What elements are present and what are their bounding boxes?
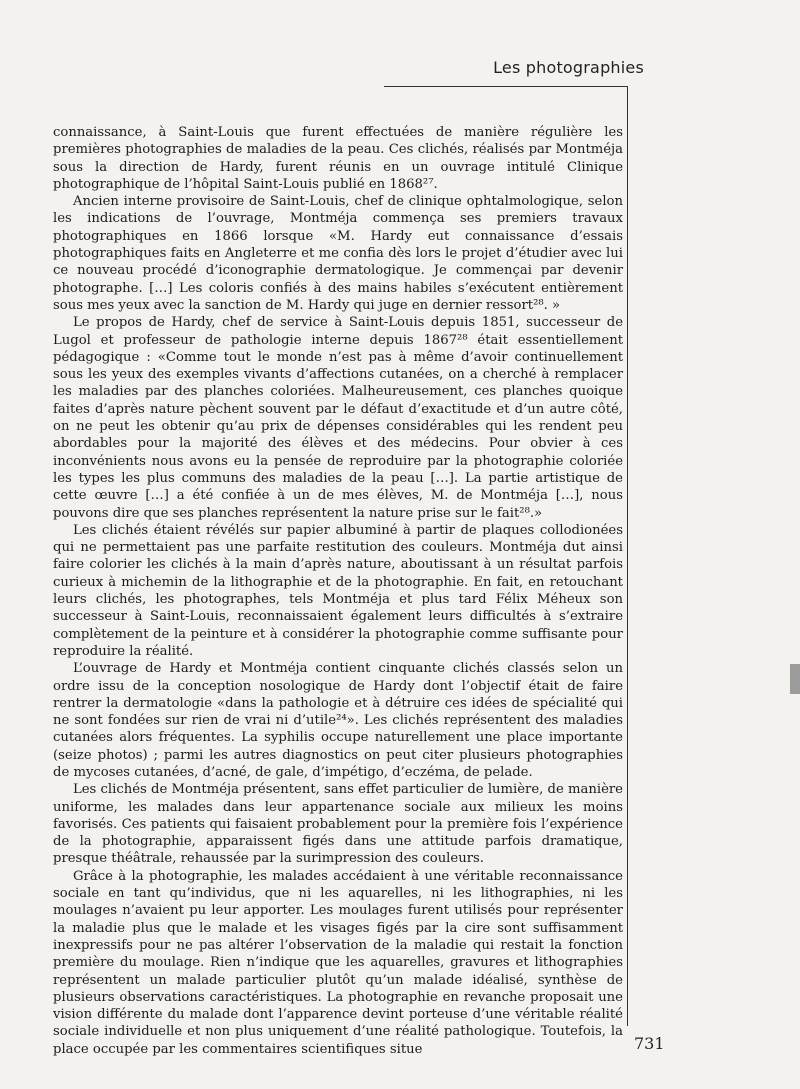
header-rule: [384, 86, 628, 87]
paragraph: Grâce à la photographie, les malades accédaient à une véritable reconnaissance sociale en tant qu’individus, que ni les aquarelles, ni les lithographies, ni les moulages n’avaient pu leur apporter. Les moulages furent utilisés pour représenter la maladie plus que le malade et les visages figés par la cire sont suffisamment inexpressifs pour ne pas altérer l’observation de la maladie qui restait la fonction première du moulage. Rien n’indique que les aquarelles, gravures et lithographies représentent un malade particulier plutôt qu’un malade idéalisé, synthèse de plusieurs observations caractéristiques. La photographie en revanche proposait une vision différente du malade dont l’apparence devint porteuse d’une véritable réalité sociale individuelle et non plus uniquement d’une réalité pathologique. Toutefois, la place occupée par les commentaires scientifiques situe: [53, 868, 623, 1057]
paragraph: L’ouvrage de Hardy et Montméja contient cinquante clichés classés selon un ordre issu de la conception nosologique de Hardy dont l’objectif était de faire rentrer la dermatologie «dans la pathologie et à détruire ces idées de spécialité qui ne sont fondées sur rien de vrai ni d’utile²⁴». Les clichés représentent des maladies cutanées alors fréquentes. La syphilis occupe naturellement une place importante (seize photos) ; parmi les autres diagnostics on peut citer plusieurs photographies de mycoses cutanées, d’acné, de gale, d’impétigo, d’eczéma, de pelade.: [53, 661, 623, 780]
paragraph: Ancien interne provisoire de Saint-Louis, chef de clinique ophtalmologique, selon les indications de l’ouvrage, Montméja commença ses premiers travaux photographiques en 1866 lorsque «M. Hardy eut connaissance d’essais photographiques faits en Angleterre et me confia dès lors le projet d’étudier avec lui ce nouveau procédé d’iconographie dermatologique. Je commençai par devenir photographe. […] Les coloris confiés à des mains habiles s’exécutent entièrement sous mes yeux avec la sanction de M. Hardy qui juge en dernier ressort²⁸. »: [53, 194, 623, 313]
bleed-through-mark: [790, 664, 800, 694]
page-number: 731: [634, 1034, 665, 1053]
paragraph: connaissance, à Saint-Louis que furent effectuées de manière régulière les premières photographies de maladies de la peau. Ces clichés, réalisés par Montméja sous la direction de Hardy, furent réunis en un ouvrage intitulé Clinique photographique de l’hôpital Saint-Louis publié en 1868²⁷.: [53, 125, 623, 192]
paragraph: Les clichés étaient révélés sur papier albuminé à partir de plaques collodionées qui ne permettaient pas une parfaite restitution des couleurs. Montméja dut ainsi faire colorier les clichés à la main d’après nature, aboutissant à un résultat parfois curieux à michemin de la lithographie et de la photographie. En fait, en retouchant leurs clichés, les photographes, tels Montméja et plus tard Félix Méheux son successeur à Saint-Louis, reconnaissaient également leurs difficultés à s’extraire complètement de la peinture et à considérer la photographie comme suffisante pour reproduire la réalité.: [53, 522, 623, 659]
running-header-title: Les photographies: [493, 58, 644, 77]
body-text: [53, 124, 623, 1058]
paragraph: Le propos de Hardy, chef de service à Saint-Louis depuis 1851, successeur de Lugol et professeur de pathologie interne depuis 1867²⁸ était essentiellement pédagogique : «Comme tout le monde n’est pas à même d’avoir continuellement sous les yeux des exemples vivants d’affections cutanées, on a cherché à remplacer les maladies par des planches coloriées. Malheureusement, ces planches quoique faites d’après nature pèchent souvent par le défaut d’exactitude et d’un autre côté, on ne peut les obtenir qu’au prix de dépenses considérables qui les rendent peu abordables pour la majorité des élèves et des médecins. Pour obvier à ces inconvénients nous avons eu la pensée de reproduire par la photographie coloriée les types les plus communs des maladies de la peau […]. La partie artistique de cette œuvre […] a été confiée à un de mes élèves, M. de Montméja […], nous pouvons dire que ses planches représentent la nature prise sur le fait²⁸.»: [53, 315, 623, 521]
paragraph: Les clichés de Montméja présentent, sans effet particulier de lumière, de manière uniforme, les malades dans leur appartenance sociale aux milieux les moins favorisés. Ces patients qui faisaient probablement pour la première fois l’expérience de la photographie, apparaissent figés dans une attitude parfois dramatique, presque théâtrale, rehaussée par la surimpression des couleurs.: [53, 782, 623, 867]
margin-rule: [627, 86, 628, 1026]
